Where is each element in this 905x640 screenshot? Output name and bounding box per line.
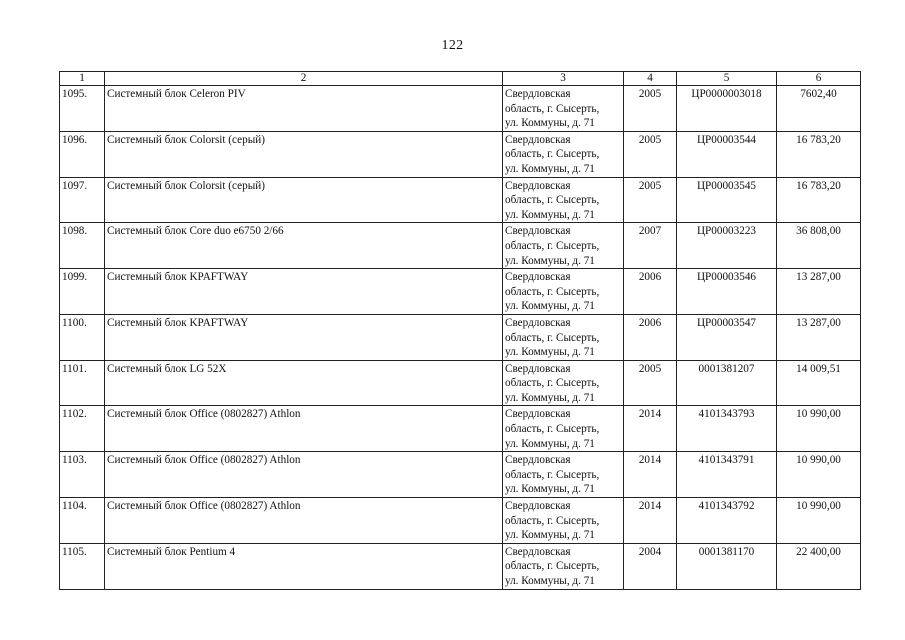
item-cost: 10 990,00	[777, 452, 861, 498]
item-cost: 13 287,00	[777, 314, 861, 360]
address-line-region: Свердловская	[505, 545, 571, 558]
inventory-number: ЦР0000003018	[677, 86, 777, 132]
table-row	[60, 86, 861, 132]
address-line-street: ул. Коммуны, д. 71	[505, 391, 595, 404]
row-number: 1097.	[60, 177, 105, 223]
item-year: 2005	[624, 86, 677, 132]
item-address	[503, 543, 624, 589]
column-header-5: 5	[677, 72, 777, 86]
item-name: Системный блок Office (0802827) Athlon	[105, 498, 503, 544]
item-address	[503, 452, 624, 498]
address-line-street: ул. Коммуны, д. 71	[505, 300, 595, 313]
row-number: 1103.	[60, 452, 105, 498]
address-line-region: Свердловская	[505, 500, 571, 513]
column-header-6: 6	[777, 72, 861, 86]
item-name: Системный блок Office (0802827) Athlon	[105, 406, 503, 452]
item-cost: 22 400,00	[777, 543, 861, 589]
row-number: 1105.	[60, 543, 105, 589]
address-line-region: Свердловская	[505, 271, 571, 284]
address-line-street: ул. Коммуны, д. 71	[505, 483, 595, 496]
item-year: 2005	[624, 131, 677, 177]
table-row	[60, 498, 861, 544]
row-number: 1096.	[60, 131, 105, 177]
item-year: 2005	[624, 177, 677, 223]
item-cost: 13 287,00	[777, 269, 861, 315]
item-year: 2006	[624, 314, 677, 360]
item-address	[503, 360, 624, 406]
item-cost: 36 808,00	[777, 223, 861, 269]
table-row	[60, 269, 861, 315]
item-address	[503, 177, 624, 223]
inventory-number: 4101343793	[677, 406, 777, 452]
address-line-city: область, г. Сысерть,	[505, 377, 600, 390]
address-line-region: Свердловская	[505, 133, 571, 146]
item-name: Системный блок LG 52X	[105, 360, 503, 406]
item-year: 2014	[624, 406, 677, 452]
column-header-1: 1	[60, 72, 105, 86]
item-cost: 10 990,00	[777, 498, 861, 544]
item-cost: 16 783,20	[777, 177, 861, 223]
item-cost: 16 783,20	[777, 131, 861, 177]
item-year: 2014	[624, 498, 677, 544]
item-name: Системный блок Colorsit (серый)	[105, 131, 503, 177]
registry-body	[60, 86, 861, 590]
address-line-city: область, г. Сысерть,	[505, 194, 600, 207]
inventory-number: 4101343792	[677, 498, 777, 544]
table-row	[60, 131, 861, 177]
item-name: Системный блок Core duo e6750 2/66	[105, 223, 503, 269]
address-line-region: Свердловская	[505, 316, 571, 329]
row-number: 1100.	[60, 314, 105, 360]
item-address	[503, 223, 624, 269]
inventory-number: ЦР00003545	[677, 177, 777, 223]
item-address	[503, 131, 624, 177]
item-name: Системный блок Colorsit (серый)	[105, 177, 503, 223]
table-row	[60, 223, 861, 269]
item-name: Системный блок Celeron PIV	[105, 86, 503, 132]
column-header-4: 4	[624, 72, 677, 86]
address-line-region: Свердловская	[505, 454, 571, 467]
row-number: 1104.	[60, 498, 105, 544]
item-name: Системный блок KPAFTWAY	[105, 269, 503, 315]
address-line-street: ул. Коммуны, д. 71	[505, 208, 595, 221]
item-name: Системный блок KPAFTWAY	[105, 314, 503, 360]
page-number: 122	[441, 38, 464, 53]
address-line-street: ул. Коммуны, д. 71	[505, 254, 595, 267]
item-address	[503, 269, 624, 315]
inventory-number: 4101343791	[677, 452, 777, 498]
address-line-street: ул. Коммуны, д. 71	[505, 437, 595, 450]
item-name: Системный блок Office (0802827) Athlon	[105, 452, 503, 498]
table-row	[60, 177, 861, 223]
address-line-street: ул. Коммуны, д. 71	[505, 162, 595, 175]
item-address	[503, 406, 624, 452]
inventory-number: 0001381170	[677, 543, 777, 589]
inventory-number: 0001381207	[677, 360, 777, 406]
column-header-2: 2	[105, 72, 503, 86]
item-address	[503, 498, 624, 544]
address-line-city: область, г. Сысерть,	[505, 331, 600, 344]
table-row	[60, 406, 861, 452]
address-line-city: область, г. Сысерть,	[505, 285, 600, 298]
property-registry-table	[59, 71, 861, 590]
row-number: 1098.	[60, 223, 105, 269]
item-cost: 7602,40	[777, 86, 861, 132]
address-line-street: ул. Коммуны, д. 71	[505, 346, 595, 359]
address-line-region: Свердловская	[505, 225, 571, 238]
address-line-region: Свердловская	[505, 179, 571, 192]
address-line-city: область, г. Сысерть,	[505, 423, 600, 436]
address-line-region: Свердловская	[505, 408, 571, 421]
row-number: 1099.	[60, 269, 105, 315]
item-address	[503, 314, 624, 360]
item-cost: 10 990,00	[777, 406, 861, 452]
address-line-city: область, г. Сысерть,	[505, 560, 600, 573]
address-line-city: область, г. Сысерть,	[505, 468, 600, 481]
item-year: 2007	[624, 223, 677, 269]
address-line-city: область, г. Сысерть,	[505, 102, 600, 115]
row-number: 1095.	[60, 86, 105, 132]
row-number: 1101.	[60, 360, 105, 406]
address-line-city: область, г. Сысерть,	[505, 514, 600, 527]
table-row	[60, 543, 861, 589]
item-name: Системный блок Pentium 4	[105, 543, 503, 589]
address-line-street: ул. Коммуны, д. 71	[505, 117, 595, 130]
column-header-3: 3	[503, 72, 624, 86]
table-row	[60, 452, 861, 498]
address-line-street: ул. Коммуны, д. 71	[505, 529, 595, 542]
table-row	[60, 314, 861, 360]
item-cost: 14 009,51	[777, 360, 861, 406]
address-line-region: Свердловская	[505, 88, 571, 100]
item-address	[503, 86, 624, 132]
address-line-region: Свердловская	[505, 362, 571, 375]
column-number-row	[60, 72, 861, 86]
row-number: 1102.	[60, 406, 105, 452]
inventory-number: ЦР00003223	[677, 223, 777, 269]
item-year: 2006	[624, 269, 677, 315]
item-year: 2005	[624, 360, 677, 406]
address-line-city: область, г. Сысерть,	[505, 239, 600, 252]
table-row	[60, 360, 861, 406]
inventory-number: ЦР00003546	[677, 269, 777, 315]
item-year: 2014	[624, 452, 677, 498]
item-year: 2004	[624, 543, 677, 589]
inventory-number: ЦР00003544	[677, 131, 777, 177]
address-line-street: ул. Коммуны, д. 71	[505, 575, 595, 587]
inventory-number: ЦР00003547	[677, 314, 777, 360]
address-line-city: область, г. Сысерть,	[505, 148, 600, 161]
